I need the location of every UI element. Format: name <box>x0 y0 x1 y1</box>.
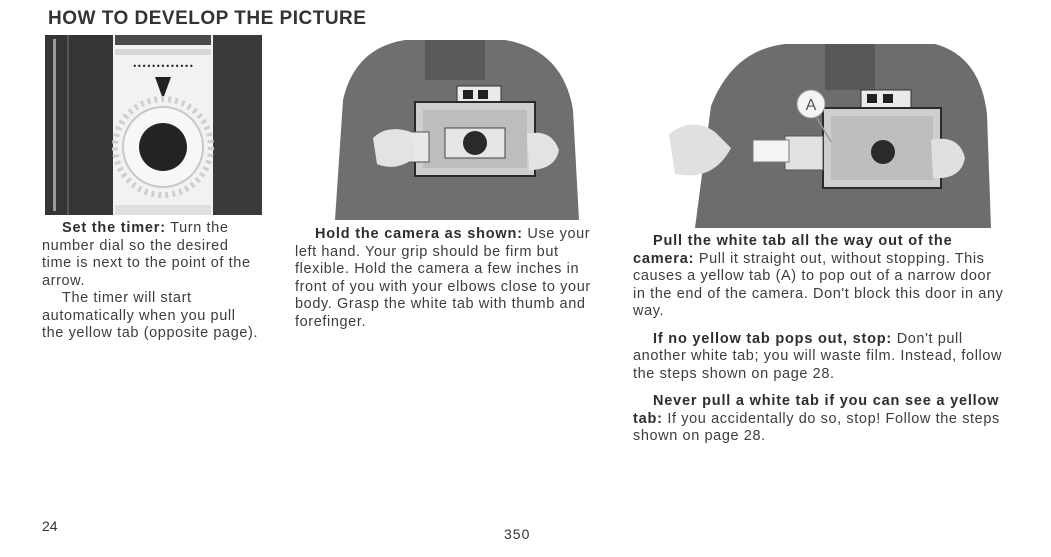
pulling-tab-photo <box>635 44 1000 228</box>
step-heading: Set the timer: <box>62 220 166 236</box>
step-pull-white-tab <box>633 233 1008 446</box>
note-never-pull <box>633 393 1008 446</box>
step-text: Turn the number dial so the desired time is next to the point of the arrow. <box>42 220 251 289</box>
dial-number-dots: ••••••••••••• <box>132 62 194 71</box>
step-heading: Pull the white tab all the way out of the camera: <box>633 233 953 267</box>
holding-camera-photo <box>315 40 585 220</box>
page-number-left: 24 <box>42 518 58 534</box>
callout-a-label: A <box>805 97 817 114</box>
note-no-yellow-tab <box>633 331 1008 384</box>
page-title: HOW TO DEVELOP THE PICTURE <box>48 8 367 29</box>
step-text: Pull it straight out, without stopping. This causes a yellow tab (A) to pop out of a narrow door in the end of the camera. Don't block this door in any way. <box>633 250 1004 319</box>
note-text: Don't pull another white tab; you will waste film. Instead, follow the steps shown on page 28. <box>633 330 1003 382</box>
dial-center-icon <box>139 123 187 171</box>
step-heading: Hold the camera as shown: <box>315 226 523 242</box>
page-number-center: 350 <box>504 526 531 542</box>
step-set-timer <box>42 220 260 343</box>
timer-dial-photo <box>45 35 262 215</box>
camera-lens-icon <box>871 140 895 164</box>
note-heading: Never pull a white tab if you can see a yellow tab: <box>633 393 1000 427</box>
note-text: If you accidentally do so, stop! Follow the steps shown on page 28. <box>633 410 1000 444</box>
step-hold-camera <box>295 226 600 331</box>
camera-lens-icon <box>463 131 487 155</box>
step-extra-text: The timer will start automatically when you pull the yellow tab (opposite page). <box>42 290 259 341</box>
note-heading: If no yellow tab pops out, stop: <box>653 330 893 347</box>
step-text: Use your left hand. Your grip should be firm but flexible. Hold the camera a few inches in front of you with your elbows close to your body. Grasp the white tab with thumb and forefinger. <box>295 226 591 330</box>
